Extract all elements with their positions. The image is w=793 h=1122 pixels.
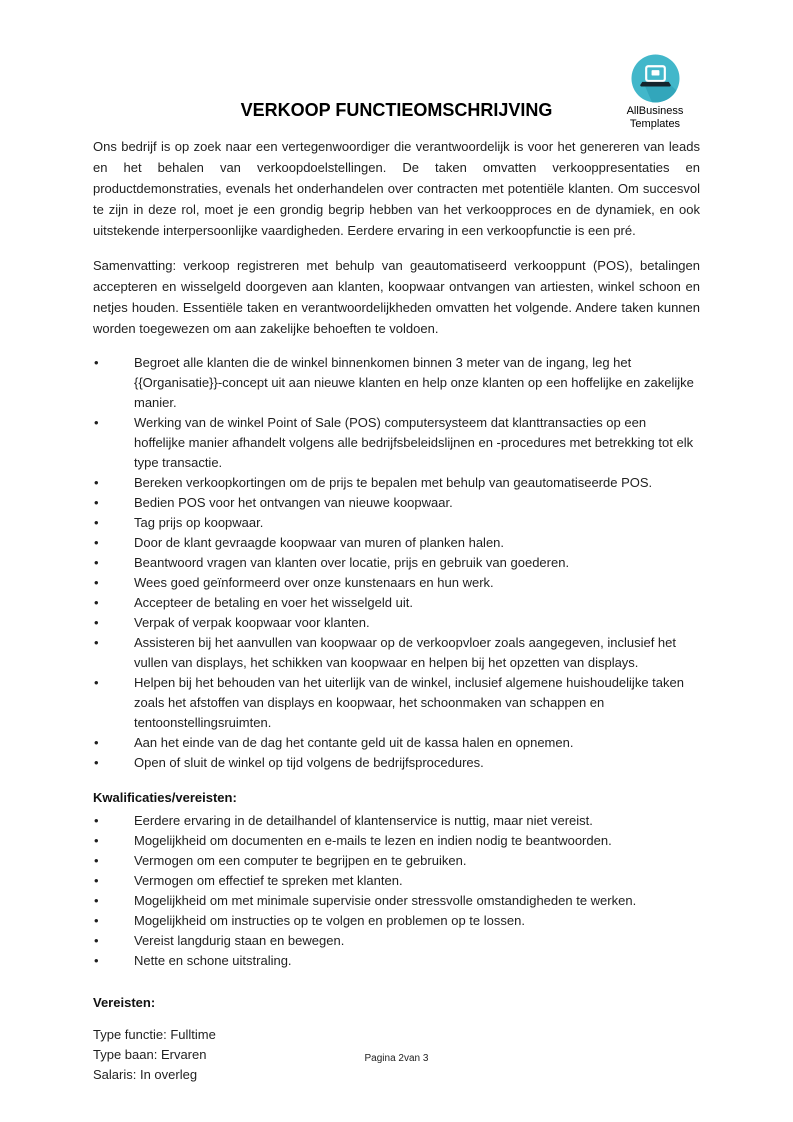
duty-text: Begroet alle klanten die de winkel binnenkomen binnen 3 meter van de ingang, leg het {{Organisatie}}-concept uit aan nieuwe klanten en help onze klanten op een hoffelijke en zakelijke manier. (134, 355, 694, 410)
duty-item (93, 513, 700, 533)
requirement-line: Type baan: Ervaren (93, 1047, 207, 1062)
laptop-icon (631, 54, 680, 103)
duty-item (93, 413, 700, 473)
duty-text: Verpak of verpak koopwaar voor klanten. (134, 615, 370, 630)
duty-text: Door de klant gevraagde koopwaar van muren of planken halen. (134, 535, 505, 550)
duty-text: Assisteren bij het aanvullen van koopwaar op de verkoopvloer zoals aangegeven, inclusief het vullen van displays, het schikken van koopwaar en helpen bij het opzetten van displays. (134, 635, 677, 670)
bullet-icon: • (94, 755, 99, 770)
bullet-icon: • (94, 675, 99, 690)
duty-text: Beantwoord vragen van klanten over locatie, prijs en gebruik van goederen. (134, 555, 570, 570)
bullet-icon: • (94, 355, 99, 370)
qualification-item (93, 911, 700, 931)
bullet-icon: • (94, 933, 99, 948)
logo-text (617, 105, 693, 131)
logo-text-line2: Templates (629, 118, 681, 130)
qualification-item (93, 891, 700, 911)
bullet-icon: • (94, 913, 99, 928)
bullet-icon: • (94, 893, 99, 908)
duty-item (93, 353, 700, 413)
bullet-icon: • (94, 615, 99, 630)
duty-text: Werking van de winkel Point of Sale (POS) computersysteem dat klanttransacties op een hoffelijke manier afhandelt volgens alle bedrijfsbeleidslijnen en -procedures met betrekking tot elk type transactie. (134, 415, 694, 470)
bullet-icon: • (94, 813, 99, 828)
bullet-icon: • (94, 515, 99, 530)
duty-item (93, 533, 700, 553)
duty-text: Aan het einde van de dag het contante geld uit de kassa halen en opnemen. (134, 735, 574, 750)
duty-item (93, 493, 700, 513)
logo-text-line1: AllBusiness (626, 105, 684, 117)
duty-text: Helpen bij het behouden van het uiterlijk van de winkel, inclusief algemene huishoudelijke taken zoals het afstoffen van displays en koopwaar, het schoonmaken van schappen en tentoonstellingsruimten. (134, 675, 684, 730)
allbusiness-logo (617, 54, 693, 131)
bullet-icon: • (94, 635, 99, 650)
qualification-text: Nette en schone uitstraling. (134, 953, 292, 968)
duty-text: Wees goed geïnformeerd over onze kunstenaars en hun werk. (134, 575, 494, 590)
requirement-line: Salaris: In overleg (93, 1067, 198, 1082)
bullet-icon: • (94, 535, 99, 550)
duty-text: Accepteer de betaling en voer het wisselgeld uit. (134, 595, 413, 610)
duty-item (93, 473, 700, 493)
bullet-icon: • (94, 555, 99, 570)
bullet-icon: • (94, 853, 99, 868)
page-title: VERKOOP FUNCTIEOMSCHRIJVING (240, 100, 553, 120)
qualification-item (93, 851, 700, 871)
duty-item (93, 753, 700, 773)
qualifications-list (93, 811, 700, 971)
requirement-line: Type functie: Fulltime (93, 1027, 216, 1042)
qualification-item (93, 871, 700, 891)
bullet-icon: • (94, 953, 99, 968)
bullet-icon: • (94, 735, 99, 750)
duty-text: Open of sluit de winkel op tijd volgens de bedrijfsprocedures. (134, 755, 484, 770)
qualification-item (93, 931, 700, 951)
duty-item (93, 553, 700, 573)
qualifications-heading: Kwalificaties/vereisten: (93, 790, 237, 805)
requirements-heading: Vereisten: (93, 995, 156, 1010)
qualification-text: Vereist langdurig staan en bewegen. (134, 933, 345, 948)
qualification-text: Mogelijkheid om met minimale supervisie onder stressvolle omstandigheden te werken. (134, 893, 637, 908)
duty-text: Bedien POS voor het ontvangen van nieuwe koopwaar. (134, 495, 453, 510)
bullet-icon: • (94, 495, 99, 510)
qualification-text: Mogelijkheid om instructies op te volgen en problemen op te lossen. (134, 913, 525, 928)
duty-item (93, 733, 700, 753)
duty-item (93, 593, 700, 613)
duty-item (93, 613, 700, 633)
document-body (93, 136, 700, 1085)
duty-item (93, 633, 700, 673)
laptop-window (651, 70, 659, 75)
qualification-text: Mogelijkheid om documenten en e-mails te lezen en indien nodig te beantwoorden. (134, 833, 612, 848)
laptop-base (640, 82, 671, 87)
qualification-text: Eerdere ervaring in de detailhandel of klantenservice is nuttig, maar niet vereist. (134, 813, 593, 828)
qualification-text: Vermogen om een computer te begrijpen en te gebruiken. (134, 853, 467, 868)
bullet-icon: • (94, 475, 99, 490)
duty-text: Tag prijs op koopwaar. (134, 515, 264, 530)
bullet-icon: • (94, 575, 99, 590)
summary-paragraph: Samenvatting: verkoop registreren met behulp van geautomatiseerd verkooppunt (POS), betalingen accepteren en wisselgeld doorgeven aan klanten, koopwaar ontvangen van artiesten, winkel schoon en netjes houden. Essentiële taken en verantwoordelijkheden omvatten het volgende. Andere taken kunnen worden toegewezen om aan zakelijke behoeften te voldoen. (93, 258, 700, 336)
duty-item (93, 573, 700, 593)
qualification-item (93, 811, 700, 831)
bullet-icon: • (94, 415, 99, 430)
duty-item (93, 673, 700, 733)
qualification-item (93, 831, 700, 851)
bullet-icon: • (94, 595, 99, 610)
intro-paragraph: Ons bedrijf is op zoek naar een vertegenwoordiger die verantwoordelijk is voor het genereren van leads en het behalen van verkoopdoelstellingen. De taken omvatten verkooppresentaties en productdemonstraties, evenals het onderhandelen over contracten met potentiële klanten. Om succesvol te zijn in deze rol, moet je een grondig begrip hebben van het verkoopproces en de dynamiek, en ook uitstekende interpersoonlijke vaardigheden. Eerdere ervaring in een verkoopfunctie is een pré. (93, 139, 700, 238)
bullet-icon: • (94, 873, 99, 888)
page-footer: Pagina 2van 3 (364, 1053, 429, 1064)
duties-list (93, 353, 700, 773)
qualification-item (93, 951, 700, 971)
bullet-icon: • (94, 833, 99, 848)
qualification-text: Vermogen om effectief te spreken met klanten. (134, 873, 403, 888)
duty-text: Bereken verkoopkortingen om de prijs te bepalen met behulp van geautomatiseerde POS. (134, 475, 653, 490)
